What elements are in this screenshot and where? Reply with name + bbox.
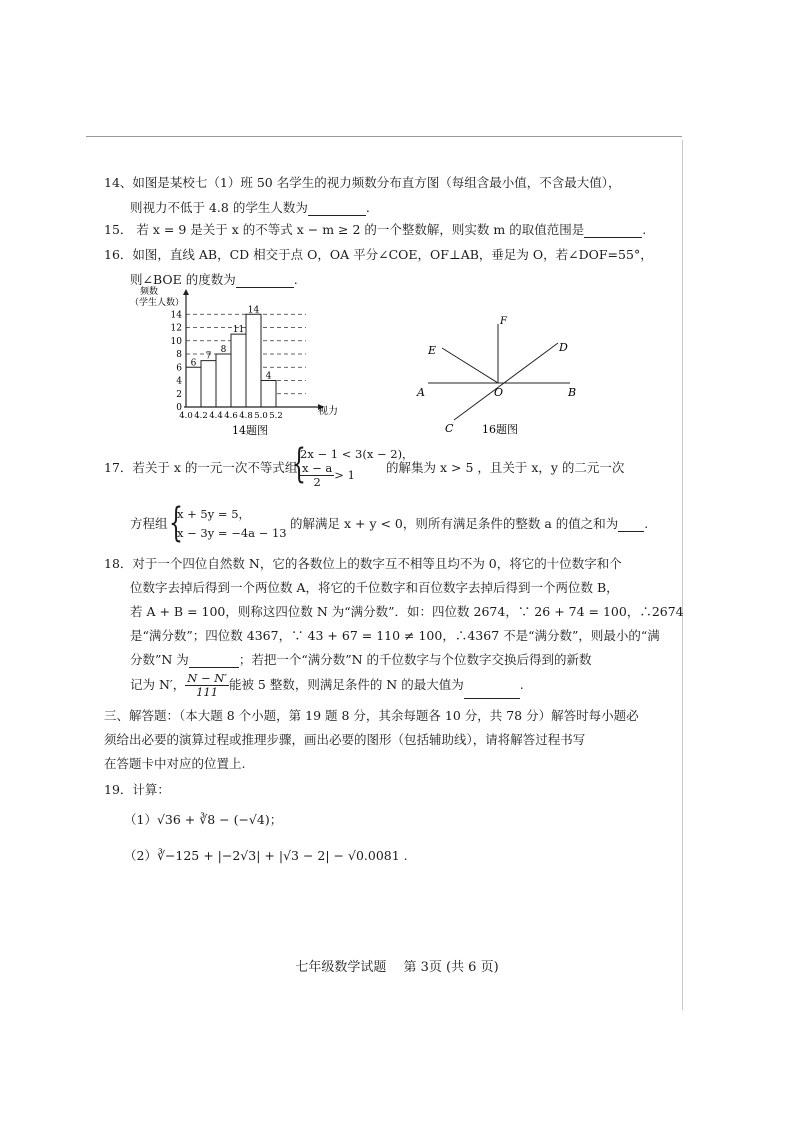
q19-part2: （2）∛−125 + |−2√3| + |√3 − 2| − √0.0081 . (124, 848, 408, 863)
y-tick-label: 12 (170, 323, 182, 334)
x-tick-label: 5.0 (254, 411, 268, 421)
bar-5.0 (261, 381, 276, 408)
bar-value-label: 14 (247, 305, 260, 316)
q18-line6-a: 记为 N′， (130, 677, 186, 692)
q17-ineq2-den: 2 (313, 475, 321, 489)
x-tick-label: 5.2 (269, 411, 283, 421)
q18-line5-a: 分数”N 为 (130, 652, 189, 667)
label-D: D (559, 341, 568, 354)
hist-ylabel-line1: 频数 (140, 287, 159, 297)
y-tick-label: 6 (176, 363, 182, 374)
line-CD (454, 343, 558, 420)
y-tick-label: 14 (170, 310, 182, 321)
q17-line2: 的解满足 x + y < 0，则所有满足条件的整数 a 的值之和为 . (290, 516, 649, 531)
q18-line2: 位数字去掉后得到一个两位数 A，将它的千位数字和百位数字去掉后得到一个两位数 B， (130, 580, 619, 595)
q14-line1: 14、如图是某校七（1）班 50 名学生的视力频数分布直方图（每组含最小值，不含最大值）， (104, 175, 621, 190)
q17-ineq2-num: x − a (302, 461, 333, 475)
ray-OE (442, 348, 498, 383)
bar-4.2 (201, 361, 216, 407)
hist-y-tick-labels (171, 310, 183, 413)
q15-answer-blank (584, 224, 642, 238)
section3-line3: 在答题卡中对应的位置上. (104, 756, 246, 771)
hist-ylabel-line2: （学生人数） (130, 298, 185, 308)
label-O: O (494, 386, 504, 399)
label-A: A (417, 386, 425, 399)
q17-eq2: x − 3y = −4a − 13 (177, 526, 287, 540)
q17-prefix: 17．若关于 x 的一元一次不等式组 (104, 460, 298, 475)
label-B: B (568, 386, 577, 399)
x-tick-label: 4.0 (179, 411, 193, 421)
q17-suffix: 的解集为 x > 5 ，且关于 x，y 的二元一次 (386, 460, 625, 475)
x-tick-label: 4.4 (209, 411, 223, 421)
y-tick-label: 10 (170, 336, 182, 347)
q18-answer-blank-1 (189, 654, 239, 668)
histogram-figure (128, 283, 368, 443)
q17-ineq2 (300, 462, 355, 489)
page-top-rule (86, 136, 682, 137)
y-tick-label: 8 (176, 350, 182, 360)
q18-fraction (185, 672, 229, 699)
q17-line2-text: 的解满足 x + y < 0，则所有满足条件的整数 a 的值之和为 (290, 516, 619, 531)
q17-ineq2-rest: > 1 (334, 468, 355, 482)
bar-4.8 (246, 314, 261, 407)
q18-frac-den: 111 (196, 685, 219, 699)
q17-line2-prefix: 方程组 (130, 516, 168, 531)
y-tick-label: 2 (176, 389, 182, 400)
bar-4.0 (186, 367, 201, 407)
section3-line2: 须给出必要的演算过程或推理步骤，画出必要的图形（包括辅助线），请将解答过程书写 (104, 732, 586, 747)
q18-answer-blank-2 (464, 685, 520, 699)
q15-line: 15． 若 x = 9 是关于 x 的不等式 x − m ≥ 2 的一个整数解，则实数 m 的取值范围是 . (104, 222, 647, 237)
hist-caption: 14题图 (232, 424, 268, 437)
x-tick-label: 4.2 (194, 411, 208, 421)
q16-line2-text: 则∠BOE 的度数为 (130, 272, 236, 287)
q18-line6-b: 能被 5 整数，则满足条件的 N 的最大值为 (228, 677, 464, 692)
y-tick-label: 0 (176, 403, 182, 413)
bar-4.4 (216, 354, 231, 407)
q16-line1: 16．如图，直线 AB，CD 相交于点 O，OA 平分∠COE，OF⊥AB，垂足为 O，若∠DOF=55°， (104, 247, 653, 262)
label-F: F (500, 316, 507, 327)
bar-value-label: 7 (205, 351, 212, 362)
q14-answer-blank (308, 202, 366, 216)
q14-line2-text: 则视力不低于 4.8 的学生人数为 (130, 200, 308, 215)
bar-value-label: 6 (190, 358, 197, 369)
q18-line6: 记为 N′， $\frac{N - N'}{111}$ 能被 5 整数，则满足条件的 N 的最大值为 . (130, 671, 524, 699)
q18-line1: 18．对于一个四位自然数 N，它的各数位上的数字互不相等且均不为 0，将它的十位数字和个 (104, 556, 622, 571)
label-C: C (445, 422, 454, 435)
hist-bars (186, 305, 276, 407)
q17-ineq2-fraction (300, 462, 334, 489)
q17-ineq1: 2x − 1 < 3(x − 2)， (300, 447, 414, 461)
q17-brace: { (292, 441, 306, 487)
angle-figure (410, 310, 590, 440)
bar-4.6 (231, 334, 246, 407)
hist-x-tick-labels (179, 411, 283, 421)
q18-frac-num: N − N′ (187, 671, 227, 685)
q15-text: 15． 若 x = 9 是关于 x 的不等式 x − m ≥ 2 的一个整数解，则实数 m 的取值范围是 (104, 222, 585, 237)
q17-answer-blank (618, 518, 644, 532)
bar-value-label: 11 (232, 325, 245, 336)
x-tick-label: 4.8 (239, 411, 253, 421)
page-footer: 七年级数学试题 第 3页 (共 6 页) (295, 960, 499, 975)
x-tick-label: 4.6 (224, 411, 238, 421)
bar-value-label: 4 (265, 371, 272, 382)
q19-title: 19．计算： (104, 782, 170, 797)
q17-brace-system: { (169, 500, 183, 546)
q17-eq1: x + 5y = 5， (177, 507, 251, 521)
fig16-caption: 16题图 (482, 423, 518, 436)
q18-line3: 若 A + B = 100，则称这四位数 N 为“满分数”．如：四位数 2674，∵ 26 + 74 = 100，∴2674 (130, 604, 684, 619)
section3-line1: 三、解答题：（本大题 8 个小题，第 19 题 8 分，其余每题各 10 分，共 78 分）解答时每小题必 (104, 708, 639, 723)
y-axis-arrow (183, 289, 189, 295)
q14-line2: 则视力不低于 4.8 的学生人数为 . (130, 200, 370, 215)
y-tick-label: 4 (176, 376, 182, 387)
label-E: E (428, 344, 437, 357)
q19-part1: （1）√36 + ∛8 − (−√4)； (124, 812, 283, 827)
bar-value-label: 8 (220, 345, 227, 355)
page-right-rule (682, 140, 683, 1010)
q18-line5 (130, 652, 592, 668)
hist-xlabel: 视力 (318, 406, 338, 417)
q16-line2: 则∠BOE 的度数为 . (130, 272, 298, 287)
q18-line5-b: ；若把一个“满分数”N 的千位数字与个位数字交换后得到的新数 (238, 652, 592, 667)
q18-line4: 是“满分数”；四位数 4367，∵ 43 + 67 = 110 ≠ 100，∴4367 不是“满分数”，则最小的“满 (130, 628, 660, 643)
